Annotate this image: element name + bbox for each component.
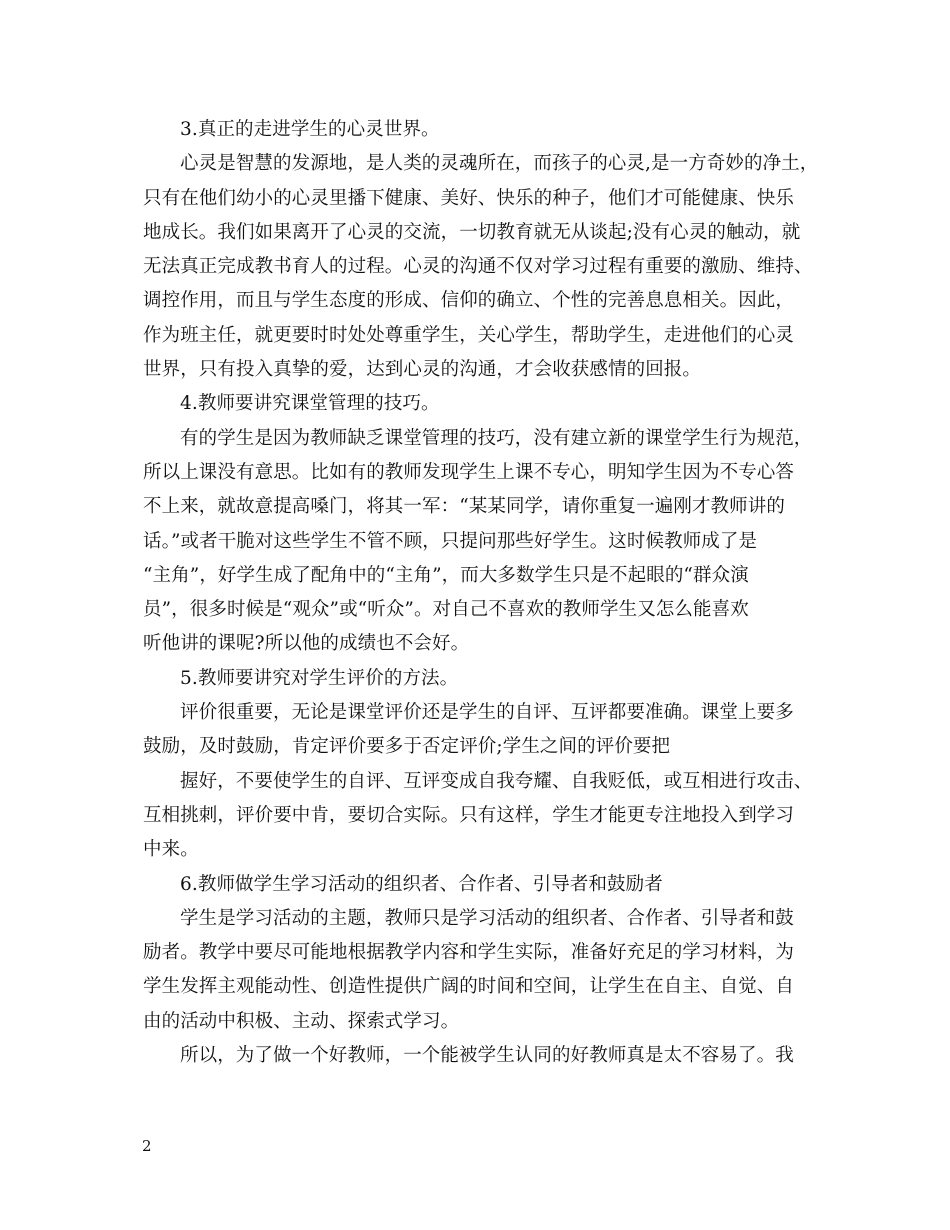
paragraph-line: 励者。教学中要尽可能地根据教学内容和学生实际，准备好充足的学习材料，为 xyxy=(143,942,795,964)
paragraph-line: 评价很重要，无论是课堂评价还是学生的自评、互评都要准确。课堂上要多 xyxy=(180,702,794,724)
paragraph-line: 话。”或者干脆对这些学生不管不顾，只提问那些好学生。这时候教师成了是 xyxy=(143,530,758,552)
heading-5: 5.教师要讲究对学生评价的方法。 xyxy=(180,667,459,689)
document-body xyxy=(143,113,819,1073)
heading-6: 6.教师做学生学习活动的组织者、合作者、引导者和鼓励者 xyxy=(180,873,663,895)
heading-4: 4.教师要讲究课堂管理的技巧。 xyxy=(180,393,440,415)
paragraph-line: 所以上课没有意思。比如有的教师发现学生上课不专心，明知学生因为不专心答 xyxy=(143,461,795,483)
paragraph-line: “主角”，好学生成了配角中的“主角”，而大多数学生只是不起眼的“群众演 xyxy=(143,564,749,586)
page-number: 2 xyxy=(142,1137,152,1155)
paragraph-line: 有的学生是因为教师缺乏课堂管理的技巧，没有建立新的课堂学生行为规范， xyxy=(180,427,813,449)
paragraph-line: 由的活动中积极、主动、探索式学习。 xyxy=(143,1010,460,1032)
paragraph-line: 只有在他们幼小的心灵里播下健康、美好、快乐的种子，他们才可能健康、快乐 xyxy=(143,187,795,209)
paragraph-line: 无法真正完成教书育人的过程。心灵的沟通不仅对学习过程有重要的激励、维持、 xyxy=(143,256,813,278)
paragraph-line: 听他讲的课呢?所以他的成绩也不会好。 xyxy=(143,633,470,655)
paragraph-line: 调控作用，而且与学生态度的形成、信仰的确立、个性的完善息息相关。因此， xyxy=(143,290,795,312)
paragraph-line: 世界，只有投入真挚的爱，达到心灵的沟通，才会收获感情的回报。 xyxy=(143,359,702,381)
paragraph-line: 员”，很多时候是“观众”或“听众”。对自己不喜欢的教师学生又怎么能喜欢 xyxy=(143,599,749,621)
paragraph-line: 心灵是智慧的发源地，是人类的灵魂所在，而孩子的心灵,是一方奇妙的净土， xyxy=(180,153,819,175)
paragraph-line: 互相挑刺，评价要中肯，要切合实际。只有这样，学生才能更专注地投入到学习 xyxy=(143,804,795,826)
paragraph-line: 所以，为了做一个好教师，一个能被学生认同的好教师真是太不容易了。我 xyxy=(180,1045,794,1067)
paragraph-line: 鼓励，及时鼓励，肯定评价要多于否定评价;学生之间的评价要把 xyxy=(143,736,671,758)
paragraph-line: 作为班主任，就更要时时处处尊重学生，关心学生，帮助学生，走进他们的心灵 xyxy=(143,324,795,346)
paragraph-line: 不上来，就故意提高嗓门，将其一军：“某某同学，请你重复一遍刚才教师讲的 xyxy=(143,496,785,518)
paragraph-line: 中来。 xyxy=(143,839,199,861)
paragraph-line: 地成长。我们如果离开了心灵的交流，一切教育就无从谈起;没有心灵的触动，就 xyxy=(143,221,801,243)
paragraph-line: 握好，不要使学生的自评、互评变成自我夸耀、自我贬低，或互相进行攻击、 xyxy=(180,770,813,792)
paragraph-line: 学生发挥主观能动性、创造性提供广阔的时间和空间，让学生在自主、自觉、自 xyxy=(143,976,795,998)
paragraph-line: 学生是学习活动的主题，教师只是学习活动的组织者、合作者、引导者和鼓 xyxy=(180,907,794,929)
heading-3: 3.真正的走进学生的心灵世界。 xyxy=(180,119,440,140)
